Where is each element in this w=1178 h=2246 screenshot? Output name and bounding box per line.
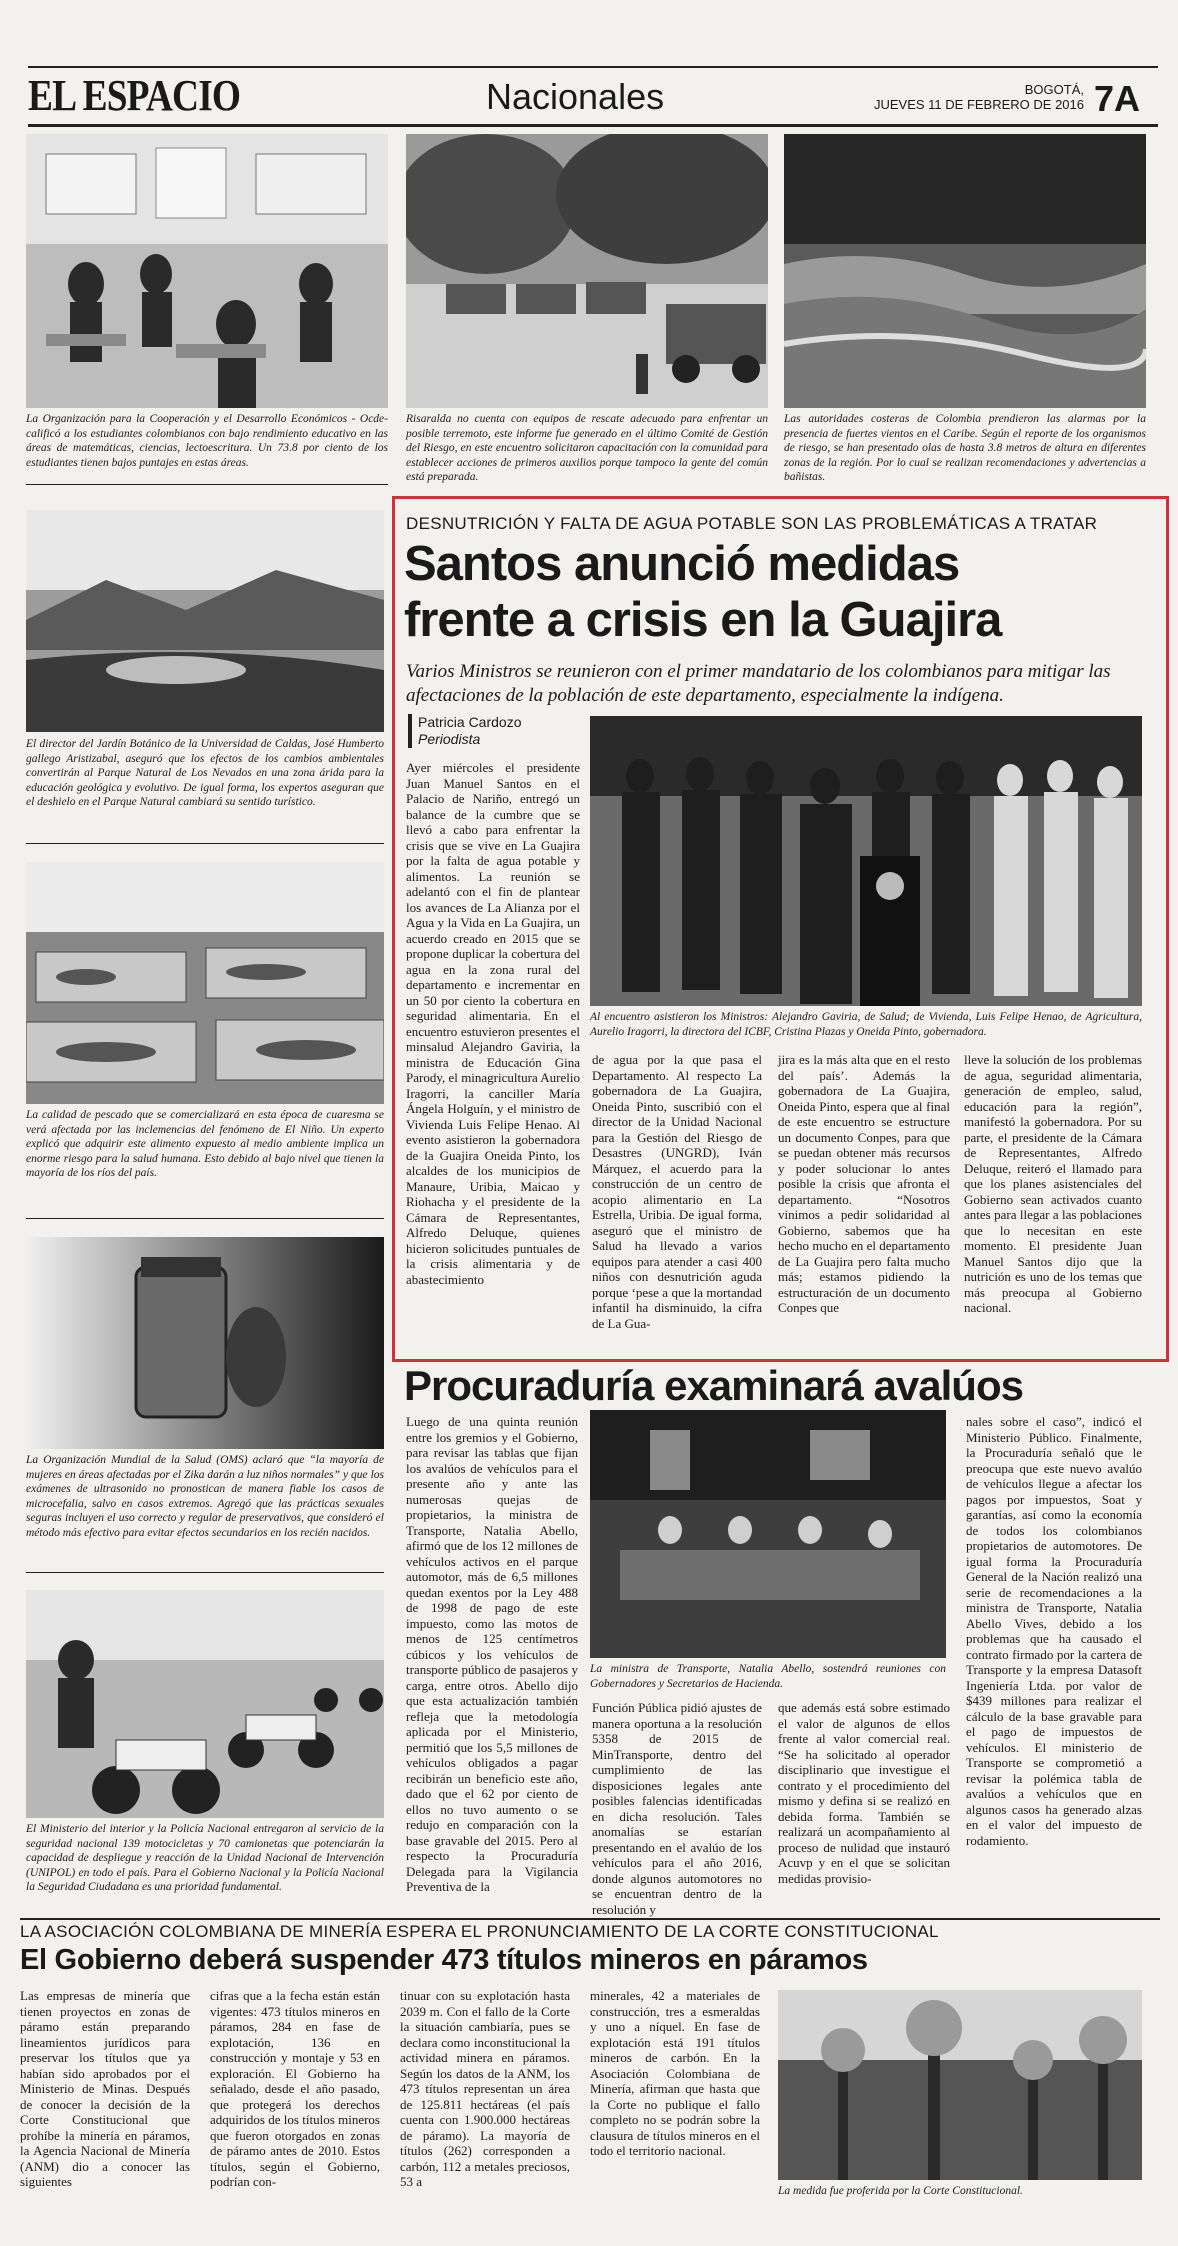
coast-waves-photo <box>784 134 1146 408</box>
classroom-caption: La Organización para la Cooperación y el Desarrollo Económicos - Ocde- calificó a los estudiantes colombianos con bajo rendimiento educativo en las áreas de matemáticas, ciencias, lectoescritura. Un 73.8 por ciento de los estudiantes tienen bajos puntajes en estas áreas. <box>26 413 388 469</box>
main-headline-line2: frente a crisis en la Guajira <box>404 593 1002 647</box>
author-role: Periodista <box>418 731 481 747</box>
procuraduria-col2: Función Pública pidió ajustes de manera oportuna a la resolución 5358 de 2015 de MinTransporte, dentro del cumplimiento de las disposiciones legales ante posibles falencias identificadas en dicha resolución. Tales anomalías se estarían presentando en el avalúo de los vehículos para el año 2016, donde algunos automotores no se encuentran dentro de la resolución y <box>592 1700 762 1917</box>
author-name: Patricia Cardozo <box>418 714 522 730</box>
main-story-col1: Ayer miércoles el presidente Juan Manuel Santos en el Palacio de Nariño, entregó un balance de la cumbre que se llevó a cabo para enfrentar la crisis que se vive en La Guajira por la falta de agua potable y alimentos. La reunión se adelantó con el fin de plantear los avances de La Alianza por el Agua y la Vida en La Guajira, un acuerdo creado en 2015 que se propone duplicar la cobertura del agua en la zona rural del departamento e incrementar en un 50 por ciento la cobertura en seguridad alimentaria. En el encuentro estuvieron presentes el minsalud Alejandro Gaviria, la ministra de Educación Gina Parody, el minagricultura Aurelio Iragorri, la canciller María Ángela Holguín, y el ministro de Vivienda Luis Felipe Henao. Al evento asistieron la gobernadora de la Guajira Oneida Pinto, los alcaldes de los municipios de Manaure, Uribia, Maicao y Riohacha y el presidente de la Cámara de Representantes, Alfredo Deluque, quienes hicieron solicitudes puntuales de la crisis alimentaria y de abastecimiento <box>406 760 580 1287</box>
mineria-kicker: LA ASOCIACIÓN COLOMBIANA DE MINERÍA ESPERA EL PRONUNCIAMIENTO DE LA CORTE CONSTITUCIONAL <box>20 1922 939 1941</box>
police-caption: El Ministerio del interior y la Policía Nacional entregaron al servicio de la seguridad nacional 139 motocicletas y 70 camionetas que potenciarán la capacidad de despliegue y reacción de la Unidad Nacional de Intervención (UNIPOL) en todo el país. Para el Gobierno Nacional y la Policía Nacional la Seguridad Ciudadana es una prioridad fundamental. <box>26 1823 384 1893</box>
mineria-col2: cifras que a la fecha están están vigentes: 473 títulos mineros en páramos, 284 en fase de explotación, 136 en construcción y montaje y 53 en exploración. El Gobierno ha señalado, desde el año pasado, que protegerá los derechos adquiridos de los títulos mineros que fueron otorgados en zonas de páramo antes de 2010. Estos títulos, según el Gobierno, podrían con- <box>210 1988 380 2189</box>
coast-caption: Las autoridades costeras de Colombia prendieron las alarmas por la presencia de fuertes vientos en el Caribe. Según el reporte de los organismos de riesgo, se han presentado olas de hasta 3.8 metros de altura en diferentes zonas de la región. Por lo cual se realizan recomendaciones y advertencias a bañistas. <box>784 413 1146 483</box>
procuraduria-headline: Procuraduría examinará avalúos <box>404 1362 1023 1409</box>
nevados-caption: El director del Jardín Botánico de la Universidad de Caldas, José Humberto gallego Aristizabal, aseguró que los efectos de los cambios ambientales convertirán al Parque Natural de Los Nevados en una zona árida para la educación geológica y evolutivo. De igual forma, los expertos aseguran que el deshielo en el Parque Natural cambiará su sentido turístico. <box>26 738 384 808</box>
dateline-city: BOGOTÁ, <box>1024 82 1084 97</box>
paramo-caption: La medida fue proferida por la Corte Constitucional. <box>778 2185 1023 2197</box>
fish-market-photo <box>26 862 384 1104</box>
ministers-caption: Al encuentro asistieron los Ministros: Alejandro Gaviria, de Salud; de Vivienda, Luis Felipe Henao, de Agricultura, Aurelio Iragorri, la directora del ICBF, Cristina Plazas y Oneida Pinto, gobernadora. <box>590 1011 1142 1038</box>
main-headline-line1: Santos anunció medidas <box>404 537 960 591</box>
zika-sample-photo <box>26 1237 384 1449</box>
main-story-col4: lleve la solución de los problemas de agua, seguridad alimentaria, generación de empleo, salud, educación para la región”, manifestó la gobernadora. Por su parte, el presidente de la Cámara de Representantes, Alfredo Deluque, reiteró el llamado para que los planes asistenciales del Gobierno sean activados cuanto antes para llegar a las poblaciones que lo necesitan en este momento. El presidente Juan Manuel Santos dijo que la nutrición es uno de los temas que más preocupa al Gobierno nacional. <box>964 1052 1142 1315</box>
dateline <box>780 82 1084 112</box>
main-story-kicker: DESNUTRICIÓN Y FALTA DE AGUA POTABLE SON LAS PROBLEMÁTICAS A TRATAR <box>406 514 1098 533</box>
police-motorcycles-photo <box>26 1590 384 1818</box>
byline <box>418 714 578 748</box>
main-story-lead: Varios Ministros se reunieron con el primer mandatario de los colombianos para mitigar las afectaciones de la población de este departamento, especialmente la indígena. <box>406 661 1111 706</box>
procuraduria-col4: nales sobre el caso”, indicó el Ministerio Público. Finalmente, la Procuraduría señaló que le preocupa que este nuevo avalúo de vehículos llegue a afectar los pagos por impuestos, Soat y garantías, así como la economía de todos los colombianos propietarios de automotores. De igual forma la Procuraduría General de la Nación realizó una serie de recomendaciones a la ministra de Transporte, Natalia Abello Vives, debido a los problemas que ha causado el contrato firmado por la cartera de Transporte y la empresa Datasoft Ingeniería Ltda. por valor de $439 millones para realizar el cálculo de la base gravable para el pago de impuestos de vehículos. El ministerio de Transporte se comprometió a revisar la polémica tabla de avalúos a vehículos que en algunos casos ha generado alzas en el valor del impuesto de rodamiento. <box>966 1414 1142 1848</box>
procuraduria-col1: Luego de una quinta reunión entre los gremios y el Gobierno, para revisar las tablas que fijan los avalúos de vehículos para el presente año y ante las numerosas quejas de propietarios, la ministra de Transporte, Natalia Abello, afirmó que de los 12 millones de vehículos activos en el parque automotor, más de 6,5 millones quedan exentos por la Ley 488 de 1998 de pago de este impuesto, como las motos de menos de 125 centímetros cúbicos y los vehículos de transporte público de pasajeros y carga, entre otros. Abello dijo que esta actualización también refleja que la metodología aplicada por el Ministerio, permitió que los 5,5 millones de vehículos obligados a pagar recibirán un beneficio este año, dado que el 62 por ciento de ellos no tuvo aumento o se redujo en comparación con la base gravable del 2015. Pero al respecto la Procuraduría Delegada para la Vigilancia Preventiva de la <box>406 1414 578 1894</box>
nevados-photo <box>26 510 384 732</box>
fish-caption: La calidad de pescado que se comercializará en esta época de cuaresma se verá afectada por las inclemencias del fenómeno de El Niño. Un experto explicó que adquirir este alimento expuesto al medio ambiente implica un enorme riesgo para la salud humana. Esto debido al bajo nivel que tienen la mayoría de los ríos del país. <box>26 1109 384 1179</box>
transport-meeting-photo <box>590 1410 946 1658</box>
mineria-col3: tinuar con su explotación hasta 2039 m. Con el fallo de la Corte la situación cambiaría, pues se declara como inconstitucional la actividad minera en páramos. Según los datos de la ANM, los 473 títulos representan un área de 125.811 hectáreas (el país cuenta con 1.900.000 hectáreas de páramo). La mayoría de títulos (262) corresponden a carbón, 112 a metales preciosos, 53 a <box>400 1988 570 2189</box>
main-story-col3: jira es la más alta que en el resto del país’. Además la gobernadora de La Guajira, Oneida Pinto, espera que al final de este encuentro se estructure un documento Conpes, para que se puedan obtener más recursos y poder solucionar lo antes posible la crisis que afronta el departamento. “Nosotros vinimos a pedir solidaridad al Gobierno, sabemos que ha hecho mucho en el departamento de La Guajira pero falta mucho más; estamos pidiendo la estructuración de un documento Conpes que <box>778 1052 950 1315</box>
zika-caption: La Organización Mundial de la Salud (OMS) aclaró que “la mayoría de mujeres en áreas afectadas por el Zika darán a luz niños normales” y que los exámenes de ultrasonido no pronostican de manera fiable los casos de microcefalia, salvo en casos extremos. Agregó que las prácticas sexuales seguras incluyen el uso correcto y regular de preservativos, que consideró el método más efectivo para evitar efectos secundarios en los recién nacidos. <box>26 1454 384 1539</box>
main-story-col2: de agua por la que pasa el Departamento. Al respecto La gobernadora de La Guajira, Oneida Pinto, suscribió con el director de la Unidad Nacional para la Gestión del Riesgo de Desastres (UNGRD), Iván Márquez, el acuerdo para la construcción de un centro de acopio alimentario en La Estrella, Uribia. De igual forma, aseguró que el ministro de Salud ha llevado a varios equipos para atender a casi 400 niños con desnutrición aguda porque ‘pese a que la mortandad infantil ha disminuido, la cifra de La Gua- <box>592 1052 762 1331</box>
procuraduria-col3: que además está sobre estimado el valor de algunos de ellos frente al valor comercial real. “Se ha solicitado al operador disciplinario que investigue el contrato y el procedimiento del mismo y defina si se realizó en debida forma. También se realizará un acompañamiento al proceso de nulidad que instauró Acuvp y en el que se solicitan medidas provisio- <box>778 1700 950 1886</box>
section-title: Nacionales <box>486 76 665 117</box>
rescue-caption: Risaralda no cuenta con equipos de rescate adecuado para enfrentar un posible terremoto, este informe fue generado en el último Comité de Gestión del Riesgo, en este encuentro solicitaron capacitación con la comunidad para establecer acciones de primeros auxilios porque tampoco la gente del común está preparada. <box>406 413 768 483</box>
ministers-photo <box>590 716 1142 1006</box>
transport-caption: La ministra de Transporte, Natalia Abello, sostendrá reuniones con Gobernadores y Secretarios de Hacienda. <box>590 1663 946 1690</box>
main-story-headline <box>404 536 1164 648</box>
rescue-vehicles-photo <box>406 134 768 408</box>
dateline-date: JUEVES 11 DE FEBRERO DE 2016 <box>873 97 1084 112</box>
paramo-frailejones-photo <box>778 1990 1142 2180</box>
mineria-col1: Las empresas de minería que tienen proyectos en zonas de páramo están preparando lineamientos jurídicos para preservar los títulos que ya habían sido aprobados por el Ministerio de Minas. Después de conocer la decisión de la Corte Constitucional que prohíbe la minería en páramos, la Agencia Nacional de Minería (ANM) dio a conocer las siguientes <box>20 1988 190 2189</box>
author-bar <box>408 714 412 748</box>
page-number: 7A <box>1094 78 1141 119</box>
mineria-col4: minerales, 42 a materiales de construcción, tres a esmeraldas y uno a níquel. En fase de explotación está 191 títulos mineros de carbón. En la Asociación Colombiana de Minería, afirman que hasta que la Corte no publique el fallo completo no se podrán sobre la clausura de títulos mineros en el todo el territorio nacional. <box>590 1988 760 2158</box>
classroom-photo <box>26 134 388 408</box>
mineria-headline: El Gobierno deberá suspender 473 títulos mineros en páramos <box>20 1944 868 1976</box>
newspaper-logo: EL ESPACIO <box>28 71 241 120</box>
